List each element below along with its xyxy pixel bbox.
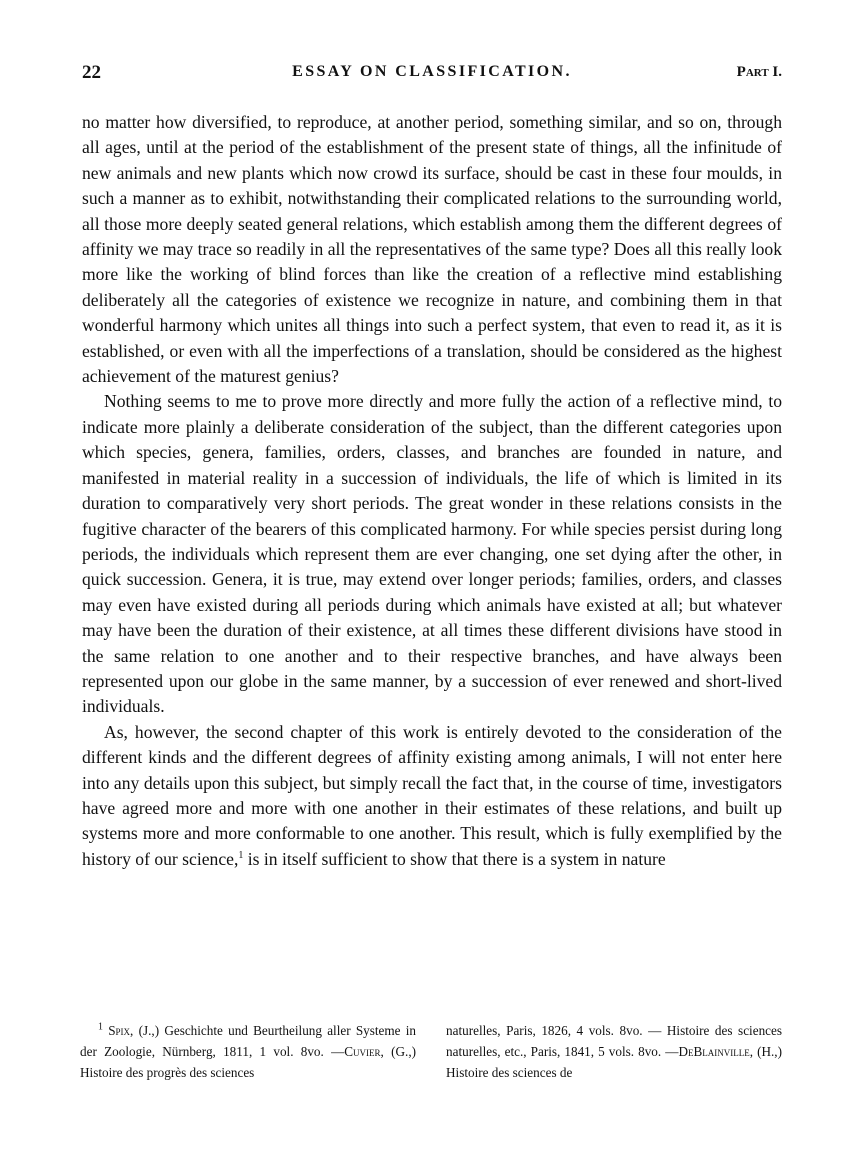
paragraph-continued: no matter how diversified, to reproduce, at another period, something similar, and so on, through all ages, until at the period of the establishment of the present state of things, all the infinitude of new animals and new plants which now crowd its surface, should be cast in these four moulds, in such a manner as to exhibit, notwithstanding their complicated relations to the surrounding world, all those more deeply seated general relations, which establish among them the different degrees of affinity we may trace so readily in all the representatives of the same type? Does all this really look more like the working of blind forces than like the creation of a reflective mind establishing deliberately all the categories of existence we recognize in nature, and combining them in that wonderful harmony which unites all things into such a perfect system, that even to read it, as it is established, or even with all the imperfections of a translation, should be considered as the highest achievement of the maturest genius?: [82, 112, 782, 387]
paragraph: [82, 720, 782, 872]
footnote-author: DeBlainville, (H.,): [678, 1044, 782, 1059]
footnotes: [80, 1020, 782, 1083]
paragraph: Nothing seems to me to prove more directly and more fully the action of a reflective mind, to indicate more plainly a deliberate consideration of the subject, than the different categories upon which species, genera, families, orders, classes, and branches are founded in nature, and manifested in material reality in a succession of individuals, the life of which is limited in its duration to comparatively very short periods. The great wonder in these relations consists in the fugitive character of the bearers of this complicated harmony. For while species persist during long periods, the individuals which represent them are ever changing, one set dying after the other, in quick succession. Genera, it is true, may extend over longer periods; families, orders, and classes may even have existed during all periods during which animals have existed at all; but whatever may have been the duration of their existence, at all times these different divisions have stood in the same relation to one another and to their respective branches, and have always been represented upon our globe in the same manner, by a succession of ever renewed and short-lived individuals.: [82, 391, 782, 717]
footnote: [80, 1020, 416, 1083]
page-number: 22: [82, 62, 101, 83]
footnote-text: Histoire des sciences de: [446, 1065, 573, 1080]
paragraph-text: As, however, the second chapter of this work is entirely devoted to the consideration of the different kinds and the different degrees of affinity existing among animals, I will not enter here into any details upon this subject, but simply recall the fact that, in the course of time, investigators have agreed more and more with one another in their estimates of these relations, and built up systems more and more conformable to one another. This result, which is fully exemplified by the history of our science,: [82, 721, 782, 869]
footnote-text: Geschichte und Beurtheilung aller Systeme in der Zoologie, Nürnberg, 1811, 1 vol. 8vo. —: [80, 1023, 416, 1059]
running-title: ESSAY ON CLASSIFICATION.: [292, 63, 572, 80]
running-head: [82, 62, 782, 86]
part-label: Part I.: [736, 64, 782, 80]
footnote-author: Spix, (J.,): [108, 1023, 160, 1038]
body-text: [82, 110, 782, 872]
footnote-column-left: [80, 1020, 416, 1083]
footnote-author: Cuvier, (G.,): [344, 1044, 417, 1059]
footnote-column-right: [446, 1020, 782, 1083]
paragraph-text-tail: is in itself sufficient to show that there is a system in nature: [243, 848, 666, 869]
footnote-text: Histoire des progrès des sciences: [80, 1065, 255, 1080]
footnote-text: naturelles, Paris, 1826, 4 vols. 8vo. — Histoire des sciences naturelles, etc., Paris, 1841, 5 vols. 8vo. —: [446, 1023, 782, 1059]
footnote-number: 1: [98, 1021, 103, 1033]
footnote-marker: 1: [238, 849, 244, 861]
footnote-continued: [446, 1020, 782, 1083]
